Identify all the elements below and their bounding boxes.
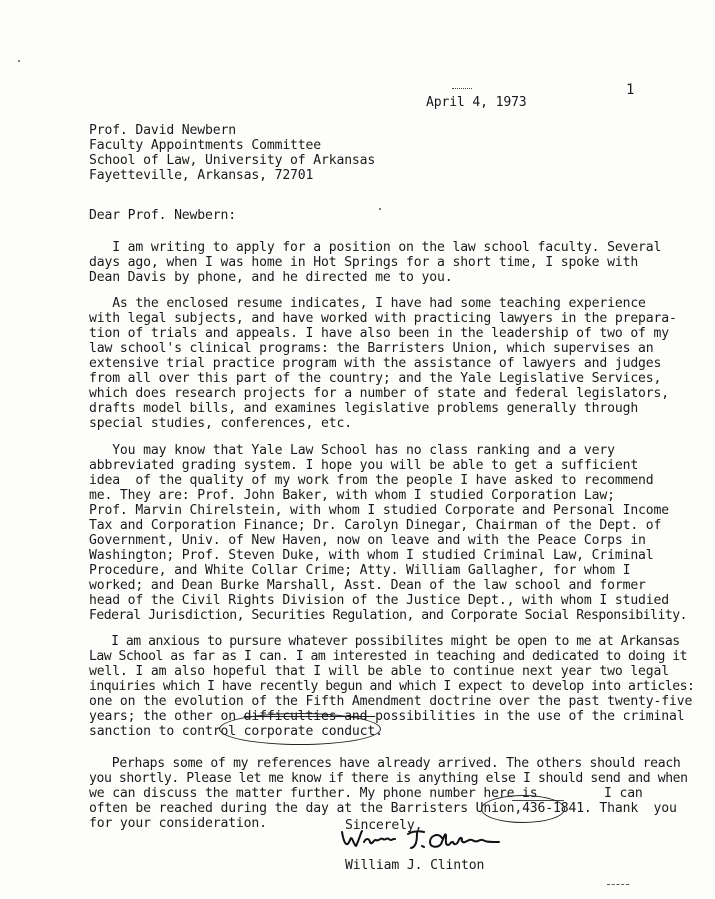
handwritten-signature [338, 822, 538, 856]
paragraph-line: for your consideration. [89, 816, 267, 831]
circled-text: corporate conduct. [243, 724, 383, 739]
closing: Sincerely, [345, 818, 423, 833]
paragraph-line: I am anxious to pursure whatever possibilites might be open to me at Arkansas [89, 634, 680, 649]
paragraph-line: Perhaps some of my references have already arrived. The others should reach [89, 756, 681, 771]
line-text: possibilities in the use of the criminal [375, 709, 685, 724]
struck-text: difficulties and [243, 709, 376, 724]
paper-speck [18, 60, 20, 62]
page-number: 1 [626, 82, 635, 98]
page-edge-mark [607, 884, 629, 885]
paragraph-line: Washington; Prof. Steven Duke, with whom I studied Criminal Law, Criminal [89, 548, 654, 563]
paragraph-line: you shortly. Please let me know if there is anything else I should send and when [89, 771, 688, 786]
paragraph-line: well. I am also hopeful that I will be able to continue next year two legal [89, 664, 669, 679]
recipient-title: Faculty Appointments Committee [89, 138, 321, 153]
line-text: years; the other on [89, 709, 244, 724]
recipient-school: School of Law, University of Arkansas [89, 153, 376, 168]
line-text: Thank you [591, 801, 677, 816]
paragraph-line: Government, Univ. of New Haven, now on leave and with the Peace Corps in [89, 533, 646, 548]
paragraph-line: abbreviated grading system. I hope you will be able to get a sufficient [89, 458, 639, 473]
paragraph-line: one on the evolution of the Fifth Amendment doctrine over the past twenty-five [89, 694, 693, 709]
paragraph-line: Dean Davis by phone, and he directed me to you. [89, 270, 453, 285]
paragraph-line: which does research projects for a number of state and federal legislators, [89, 386, 669, 401]
paragraph-line: extensive trial practice program with the assistance of lawyers and judges [89, 356, 662, 371]
paragraph-line [89, 709, 684, 724]
recipient-name: Prof. David Newbern [89, 123, 236, 138]
handwritten-circle [481, 795, 565, 823]
paragraph-line: I am writing to apply for a position on the law school faculty. Several [89, 240, 662, 255]
paragraph-line: with legal subjects, and have worked with practicing lawyers in the prepara- [89, 311, 677, 326]
letter-date: April 4, 1973 [426, 95, 527, 110]
paragraph-line: Procedure, and White Collar Crime; Atty. William Gallagher, for whom I [89, 563, 631, 578]
paragraph-line: days ago, when I was home in Hot Springs for a short time, I spoke with [89, 255, 639, 270]
recipient-address: Fayetteville, Arkansas, 72701 [89, 168, 314, 183]
paragraph-line: from all over this part of the country; and the Yale Legislative Services, [89, 371, 662, 386]
paragraph-line: worked; and Dean Burke Marshall, Asst. Dean of the law school and former [89, 578, 646, 593]
date-tick-mark [452, 88, 472, 89]
line-text: sanction to control [89, 724, 244, 739]
paragraph-line: I can [604, 786, 643, 801]
paragraph-line: special studies, conferences, etc. [89, 416, 352, 431]
signature-name: William J. Clinton [345, 858, 485, 873]
circled-phone-number: 436-1841. [522, 801, 592, 816]
handwritten-circle [219, 713, 381, 745]
paragraph-line: Tax and Corporation Finance; Dr. Carolyn Dinegar, Chairman of the Dept. of [89, 518, 662, 533]
line-text: often be reached during the day at the Barristers Union, [89, 801, 523, 816]
paragraph-line: Law School as far as I can. I am interested in teaching and dedicated to doing it [89, 649, 688, 664]
paragraph-line: me. They are: Prof. John Baker, with whom I studied Corporation Law; [89, 488, 615, 503]
paragraph-line: we can discuss the matter further. My phone number here is [89, 786, 538, 801]
paragraph-line: tion of trials and appeals. I have also been in the leadership of two of my [89, 326, 669, 341]
salutation: Dear Prof. Newbern: [89, 208, 236, 223]
paragraph-line: head of the Civil Rights Division of the Justice Dept., with whom I studied [89, 593, 669, 608]
paragraph-line [89, 801, 677, 816]
paragraph-line: You may know that Yale Law School has no class ranking and a very [89, 443, 615, 458]
paragraph-line: drafts model bills, and examines legislative problems generally through [89, 401, 639, 416]
paragraph-line: Federal Jurisdiction, Securities Regulation, and Corporate Social Responsibility. [89, 608, 688, 623]
paragraph-line: idea of the quality of my work from the people I have asked to recommend [89, 473, 654, 488]
paragraph-line: law school's clinical programs: the Barristers Union, which supervises an [89, 341, 654, 356]
paragraph-line: Prof. Marvin Chirelstein, with whom I studied Corporate and Personal Income [89, 503, 669, 518]
paragraph-line: As the enclosed resume indicates, I have had some teaching experience [89, 296, 646, 311]
paper-speck [379, 208, 381, 210]
paragraph-line: inquiries which I have recently begun and which I expect to develop into articles: [89, 679, 695, 694]
